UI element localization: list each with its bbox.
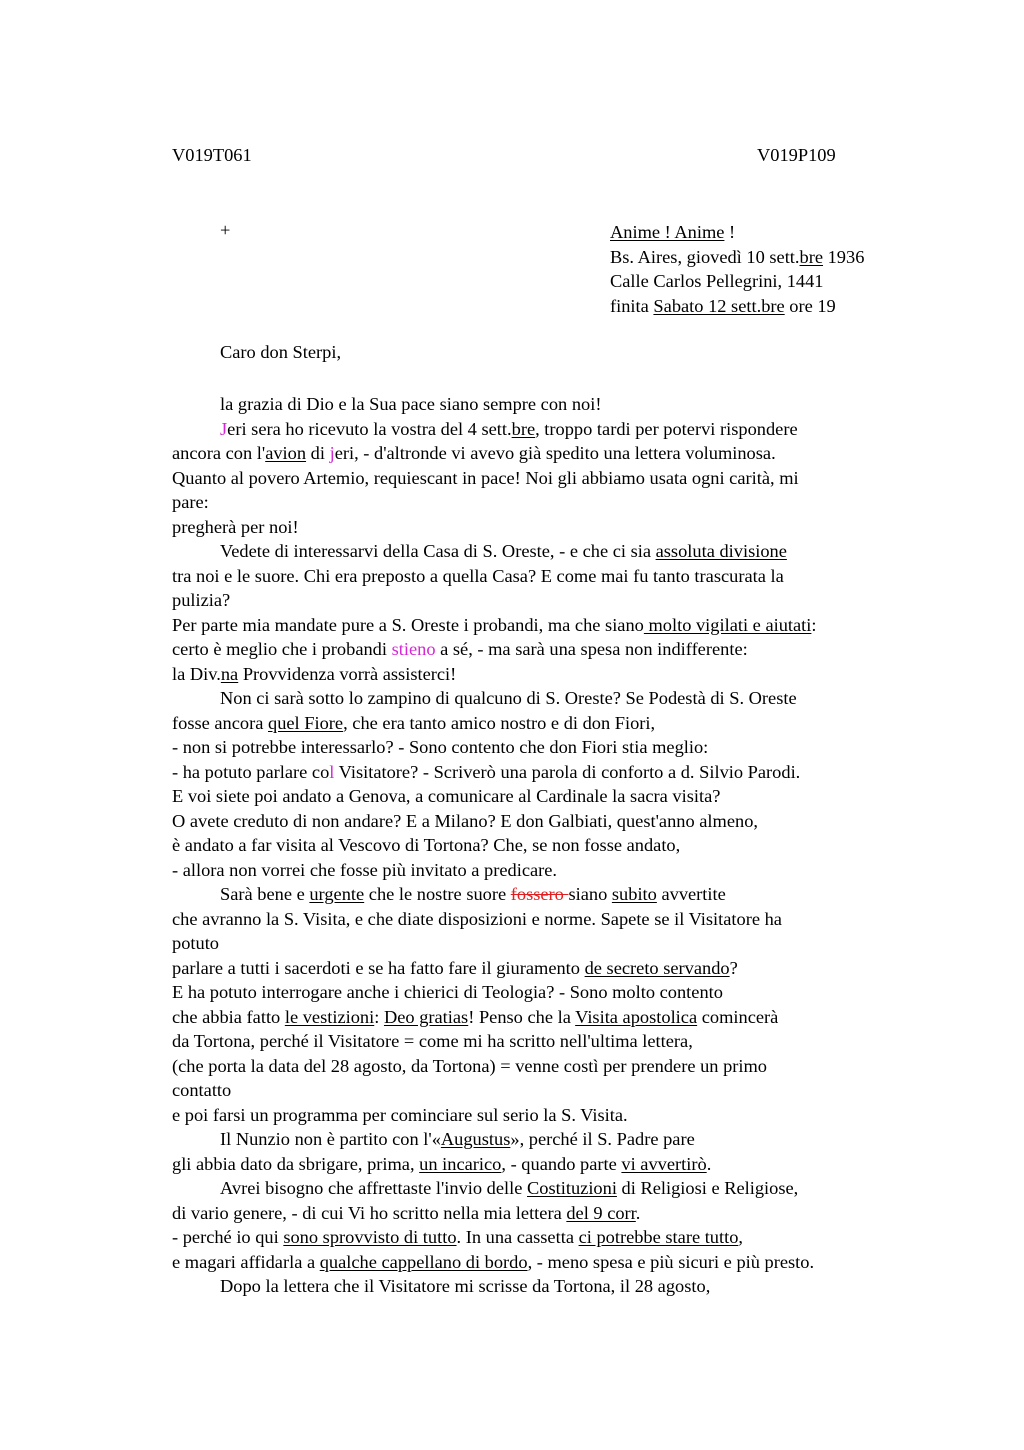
line-text: tra noi e le suore. Chi era preposto a quella Casa? E come mai fu tanto trascurata la [172,565,784,586]
line-text: (che porta la data del 28 agosto, da Tortona) = venne costì per prendere un primo [172,1055,767,1076]
highlighted-text: l [329,761,335,782]
body-line [172,490,912,515]
highlighted-text: stieno [391,639,436,659]
body-line [172,686,912,711]
underlined-text: ci potrebbe stare tutto [578,1227,739,1247]
line-text: ? [729,957,738,978]
underlined-text: subito [611,884,657,904]
body-line [172,588,912,613]
line-text: comincerà [697,1006,779,1027]
line-text: E voi siete poi andato a Genova, a comunicare al Cardinale la sacra visita? [172,786,721,806]
line-text: certo è meglio che i probandi [172,639,392,659]
line-text: Per parte mia mandate pure a S. Oreste i probandi, ma che siano [172,614,644,635]
document-code-left: V019T061 [172,145,252,165]
line-text: Visitatore? - Scriverò una parola di conforto a d. Silvio Parodi. [334,761,801,782]
line-text: , - meno spesa e più sicuri e più presto. [527,1251,815,1272]
body-line [172,1274,912,1299]
line-text: pregherà per noi! [172,516,299,537]
struck-text: fossero [510,884,569,904]
line-text: Provvidenza vorrà assisterci! [238,663,457,684]
line-text: . [635,1202,641,1223]
highlighted-text: j [329,443,335,463]
line-text: a sé, - ma sarà una spesa non indifferente: [435,639,748,659]
line-text: di Religiosi e Religiose, [616,1178,799,1198]
underlined-text: qualche cappellano di bordo [319,1251,528,1272]
line-text: eri, - d'altronde vi avevo già spedito una lettera voluminosa. [334,443,776,463]
line-text: è andato a far visita al Vescovo di Tortona? Che, se non fosse andato, [172,835,681,855]
underlined-text: de secreto servando [584,957,730,978]
underlined-text: Deo gratias [383,1006,469,1027]
line-text: : [811,614,817,635]
body-line [172,613,912,638]
underlined-text: Augustus [440,1129,511,1149]
letter-heading [610,220,864,318]
line-text: contatto [172,1080,232,1100]
body-line [172,735,912,760]
line-text: . In una cassetta [456,1227,579,1247]
line-text: fosse ancora [172,712,268,733]
body-line [172,784,912,809]
underlined-text: assoluta divisione [655,541,787,561]
body-line [172,515,912,540]
line-text: - allora non vorrei che fosse più invitato a predicare. [172,859,558,880]
body-line [172,1054,912,1079]
body-line [172,441,912,466]
heading-finished: finita Sabato 12 sett.bre ore 19 [610,295,836,316]
body-line [172,539,912,564]
underlined-text: del 9 corr [566,1202,636,1223]
body-line [172,392,912,417]
line-text: O avete creduto di non andare? E a Milano? E don Galbiati, quest'anno almeno, [172,810,758,831]
body-line [172,1078,912,1103]
underlined-text: Costituzioni [527,1178,617,1198]
line-text: siano [568,884,612,904]
body-line [172,1103,912,1128]
heading-motto: Anime ! Anime ! [610,222,736,242]
body-line [172,564,912,589]
underlined-text: un incarico [419,1153,502,1174]
line-text: , che era tanto amico nostro e di don Fiori, [343,712,656,733]
line-text: di [306,443,330,463]
line-text: - ha potuto parlare co [172,761,330,782]
line-text: che abbia fatto [172,1006,285,1027]
line-text: e poi farsi un programma per cominciare sul serio la S. Visita. [172,1104,628,1125]
line-text: Dopo la lettera che il Visitatore mi scrisse da Tortona, il 28 agosto, [220,1276,711,1296]
body-line [172,1029,912,1054]
document-code-right: V019P109 [757,145,836,165]
heading-address: Calle Carlos Pellegrini, 1441 [610,271,824,291]
body-line [172,466,912,491]
body-line [172,1152,912,1177]
letter-body [172,392,912,1299]
body-line [172,858,912,883]
underlined-text: sono sprovvisto di tutto [283,1227,457,1247]
line-text: avvertite [656,884,726,904]
body-line [172,956,912,981]
line-text: eri sera ho ricevuto la vostra del 4 sett. [227,418,512,439]
body-line [172,637,912,662]
line-text: potuto [172,933,220,953]
line-text: , - quando parte [501,1153,622,1174]
body-line [172,662,912,687]
underlined-text: bre [511,418,536,439]
body-line [172,882,912,907]
underlined-text: na [220,663,239,684]
line-text: Quanto al povero Artemio, requiescant in pace! Noi gli abbiamo usata ogni carità, mi [172,467,799,488]
line-text: . [706,1153,712,1174]
line-text: la grazia di Dio e la Sua pace siano sempre con noi! [220,394,602,414]
line-text: parlare a tutti i sacerdoti e se ha fatto fare il giuramento [172,957,585,978]
body-line [172,1225,912,1250]
line-text: , troppo tardi per potervi rispondere [535,418,798,439]
line-text: : [374,1006,384,1027]
underlined-text: avion [265,443,307,463]
line-text: Non ci sarà sotto lo zampino di qualcuno di S. Oreste? Se Podestà di S. Oreste [220,688,797,708]
line-text: », perché il S. Padre pare [510,1129,695,1149]
line-text: ancora con l' [172,443,266,463]
line-text: da Tortona, perché il Visitatore = come mi ha scritto nell'ultima lettera, [172,1031,693,1051]
body-line [172,907,912,932]
line-text: pulizia? [172,590,231,610]
underlined-text: le vestizioni [284,1006,375,1027]
highlighted-text: J [220,418,228,439]
line-text: la Div. [172,663,221,684]
body-line [172,980,912,1005]
body-line [172,809,912,834]
underlined-text: quel Fiore [268,712,344,733]
line-text: , [738,1227,744,1247]
body-line [172,417,912,442]
body-line [172,1127,912,1152]
underlined-text: molto vigilati e aiutati [643,614,812,635]
body-line [172,1176,912,1201]
line-text: e magari affidarla a [172,1251,320,1272]
line-text: ! Penso che la [468,1006,576,1027]
underlined-text: Visita apostolica [575,1006,698,1027]
line-text: Il Nunzio non è partito con l'« [220,1129,441,1149]
body-line [172,1201,912,1226]
line-text: che le nostre suore [364,884,511,904]
body-line [172,833,912,858]
line-text: gli abbia dato da sbrigare, prima, [172,1153,420,1174]
salutation: Caro don Sterpi, [220,342,342,362]
cross-mark: + [220,220,231,240]
line-text: Vedete di interessarvi della Casa di S. Oreste, - e che ci sia [220,541,656,561]
line-text: che avranno la S. Visita, e che diate disposizioni e norme. Sapete se il Visitatore ha [172,908,782,929]
line-text: Avrei bisogno che affrettaste l'invio delle [220,1178,528,1198]
line-text: - perché io qui [172,1227,284,1247]
heading-place-date: Bs. Aires, giovedì 10 sett.bre 1936 [610,246,865,267]
line-text: Sarà bene e [220,884,310,904]
line-text: di vario genere, - di cui Vi ho scritto nella mia lettera [172,1202,567,1223]
body-line [172,931,912,956]
underlined-text: vi avvertirò [621,1153,707,1174]
body-line [172,711,912,736]
body-line [172,1250,912,1275]
body-line [172,1005,912,1030]
body-line [172,760,912,785]
underlined-text: urgente [309,884,365,904]
line-text: pare: [172,492,209,512]
line-text: - non si potrebbe interessarlo? - Sono contento che don Fiori stia meglio: [172,737,709,757]
line-text: E ha potuto interrogare anche i chierici di Teologia? - Sono molto contento [172,982,723,1002]
